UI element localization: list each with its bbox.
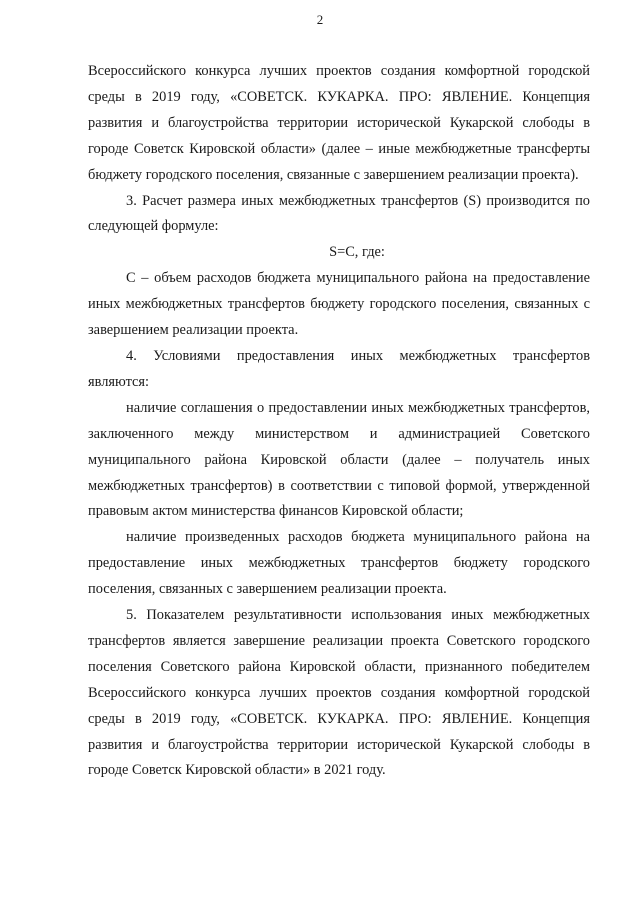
page-number: 2 <box>316 12 324 27</box>
paragraph-formula-definition: С – объем расходов бюджета муниципального района на предоставление иных межбюджетных трансфертов бюджету городского поселения, связанных с завершением реализации проекта. <box>88 270 590 339</box>
condition-agreement: наличие соглашения о предоставлении иных межбюджетных трансфертов, заключенного между министерством и администрацией Советского муниципального района Кировской области (далее – получатель иных межбюджетных трансфертов) в соответствии с типовой формой, утвержденной правовым актом министерства финансов Кировской области; <box>88 399 590 520</box>
paragraph-3-calculation: 3. Расчет размера иных межбюджетных трансфертов (S) производится по следующей формуле: <box>88 192 590 235</box>
condition-expenses: наличие произведенных расходов бюджета муниципального района на предоставление иных межбюджетных трансфертов бюджету городского поселения, связанных с завершением реализации проекта. <box>88 529 590 598</box>
document-body <box>88 59 590 784</box>
paragraph-continuation: Всероссийского конкурса лучших проектов создания комфортной городской среды в 2019 году, «СОВЕТСК. КУКАРКА. ПРО: ЯВЛЕНИЕ. Концепция развития и благоустройства территории исторической Кукарской слободы в городе Советск Кировской области» (далее – иные межбюджетные трансферты бюджету городского поселения, связанные с завершением реализации проекта). <box>88 63 590 183</box>
formula-line: S=C, где: <box>329 244 385 261</box>
paragraph-5-indicator: 5. Показателем результативности использования иных межбюджетных трансфертов является завершение реализации проекта Советского городского поселения Советского района Кировской области, признанного победителем Всероссийского конкурса лучших проектов создания комфортной городской среды в 2019 году, «СОВЕТСК. КУКАРКА. ПРО: ЯВЛЕНИЕ. Концепция развития и благоустройства территории исторической Кукарской слободы в городе Советск Кировской области» в 2021 году. <box>88 607 590 779</box>
paragraph-4-conditions: 4. Условиями предоставления иных межбюджетных трансфертов являются: <box>88 347 590 390</box>
